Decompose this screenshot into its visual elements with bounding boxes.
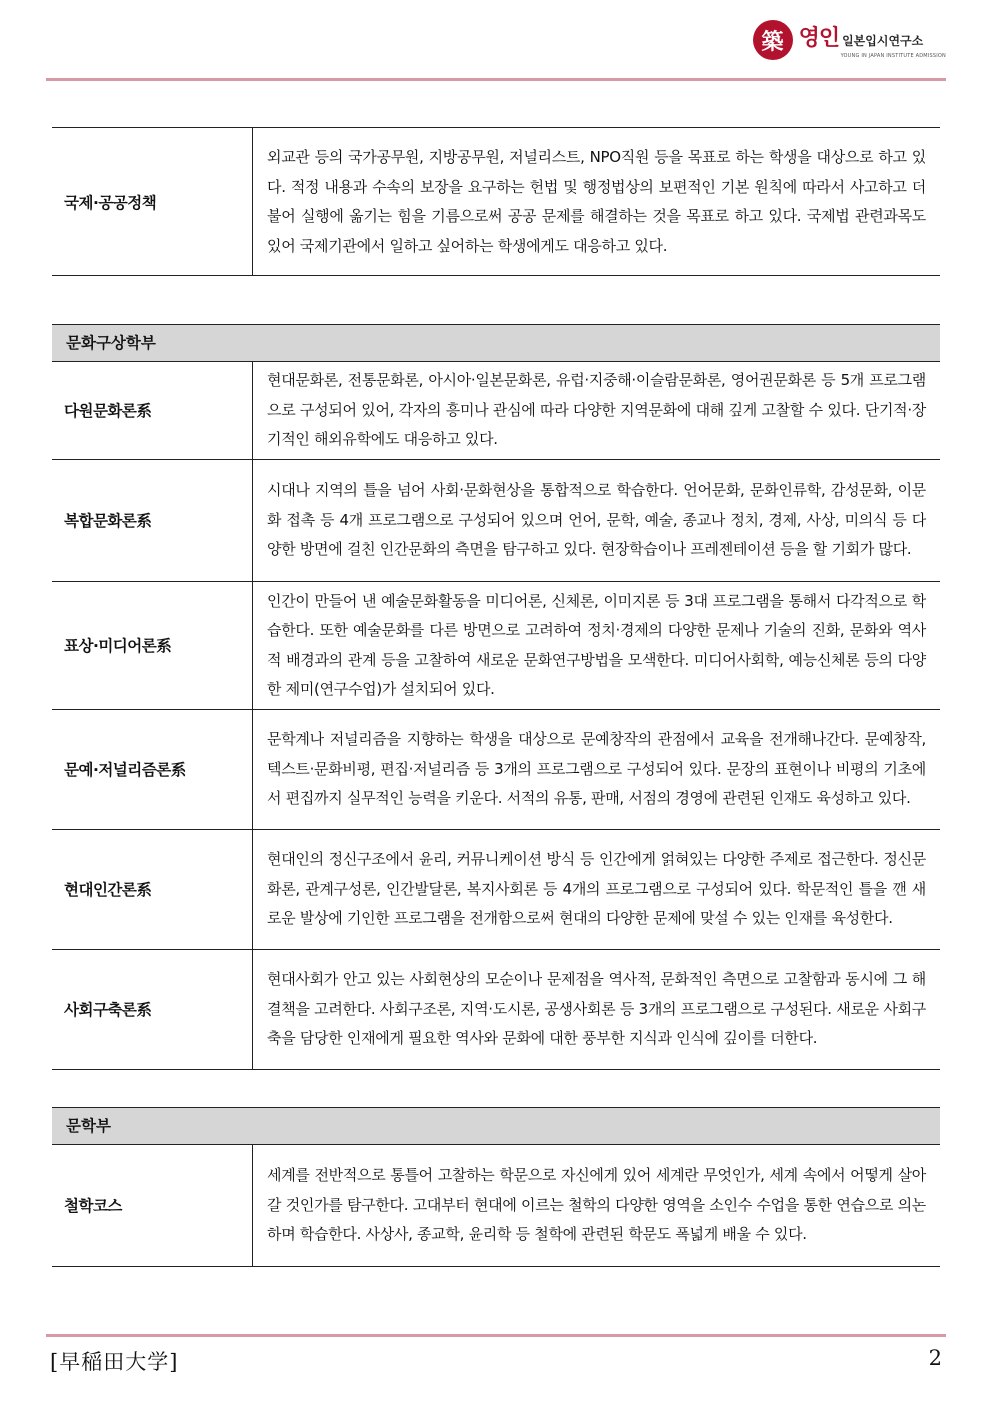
logo-text — [799, 21, 946, 59]
table-row — [52, 1144, 940, 1266]
table-row — [52, 581, 940, 709]
footer-divider — [46, 1334, 946, 1337]
row-description: 문학계나 저널리즘을 지향하는 학생을 대상으로 문예창작의 관점에서 교육을 전개해나간다. 문예창작, 텍스트·문화비평, 편집·저널리즘 등 3개의 프로그램으로 구성되어 있다. 문장의 표현이나 비평의 기초에서 편집까지 실무적인 능력을 키운다. 서적의 유통, 판매, 서점의 경영에 관련된 인재도 육성하고 있다. — [253, 709, 941, 829]
row-description: 시대나 지역의 틀을 넘어 사회·문화현상을 통합적으로 학습한다. 언어문화, 문화인류학, 감성문화, 이문화 접촉 등 4개 프로그램으로 구성되어 있으며 언어, 문학, 예술, 종교나 정치, 경제, 사상, 미의식 등 다양한 방면에 걸친 인간문화의 측면을 탐구하고 있다. 현장학습이나 프레젠테이션 등을 할 기회가 많다. — [253, 459, 941, 581]
row-label: 사회구축론系 — [52, 949, 253, 1069]
row-label: 국제·공공정책 — [52, 128, 253, 276]
row-description: 현대인의 정신구조에서 윤리, 커뮤니케이션 방식 등 인간에게 얽혀있는 다양한 주제로 접근한다. 정신문화론, 관계구성론, 인간발달론, 복지사회론 등 4개의 프로그램으로 구성되어 있다. 학문적인 틀을 깬 새로운 발상에 기인한 프로그램을 전개함으로써 현대의 다양한 문제에 맞설 수 있는 인재를 육성한다. — [253, 829, 941, 949]
row-description: 현대사회가 안고 있는 사회현상의 모순이나 문제점을 역사적, 문화적인 측면으로 고찰함과 동시에 그 해결책을 고려한다. 사회구조론, 지역·도시론, 공생사회론 등 3개의 프로그램으로 구성된다. 새로운 사회구축을 담당한 인재에게 필요한 역사와 문화에 대한 풍부한 지식과 인식에 깊이를 더한다. — [253, 949, 941, 1069]
table-culture — [52, 361, 940, 1070]
logo-subtitle: 일본입시연구소 — [842, 34, 924, 48]
brand-logo — [753, 20, 946, 60]
footer-university: [早稲田大学] — [50, 1350, 179, 1374]
table-row — [52, 829, 940, 949]
row-label: 다원문화론系 — [52, 361, 253, 459]
logo-brand: 영인 — [798, 26, 840, 51]
page-number: 2 — [928, 1346, 942, 1370]
section-title-culture: 문화구상학부 — [52, 324, 940, 362]
row-label: 표상·미디어론系 — [52, 581, 253, 709]
table-row — [52, 709, 940, 829]
logo-seal-icon: 築 — [753, 20, 793, 60]
row-description: 인간이 만들어 낸 예술문화활동을 미디어론, 신체론, 이미지론 등 3대 프로그램을 통해서 다각적으로 학습한다. 또한 예술문화를 다른 방면으로 고려하여 정치·경제의 다양한 문제나 기술의 진화, 문화와 역사적 배경과의 관계 등을 고찰하여 새로운 문화연구방법을 모색한다. 미디어사회학, 예능신체론 등의 다양한 제미(연구수업)가 설치되어 있다. — [253, 581, 941, 709]
row-description: 현대문화론, 전통문화론, 아시아·일본문화론, 유럽·지중해·이슬람문화론, 영어권문화론 등 5개 프로그램으로 구성되어 있어, 각자의 흥미나 관심에 따라 다양한 지역문화에 대해 깊게 고찰할 수 있다. 단기적·장기적인 해외유학에도 대응하고 있다. — [253, 361, 941, 459]
row-label: 철학코스 — [52, 1144, 253, 1266]
row-label: 문예·저널리즘론系 — [52, 709, 253, 829]
row-description: 세계를 전반적으로 통틀어 고찰하는 학문으로 자신에게 있어 세계란 무엇인가, 세계 속에서 어떻게 살아갈 것인가를 탐구한다. 고대부터 현대에 이르는 철학의 다양한 영역을 소인수 수업을 통한 연습으로 의논하며 학습한다. 사상사, 종교학, 윤리학 등 철학에 관련된 학문도 폭넓게 배울 수 있다. — [253, 1144, 941, 1266]
row-label: 복합문화론系 — [52, 459, 253, 581]
logo-english: YOUNG IN JAPAN INSTITUTE ADMISSION — [840, 53, 946, 59]
row-description: 외교관 등의 국가공무원, 지방공무원, 저널리스트, NPO직원 등을 목표로 하는 학생을 대상으로 하고 있다. 적정 내용과 수속의 보장을 요구하는 헌법 및 행정법상의 보편적인 기본 원칙에 따라서 사고하고 더불어 실행에 옮기는 힘을 기름으로써 공공 문제를 해결하는 것을 목표로 하고 있다. 국제법 관련과목도 있어 국제기관에서 일하고 싶어하는 학생에게도 대응하고 있다. — [253, 128, 941, 276]
table-literature — [52, 1144, 940, 1267]
section-title-literature: 문학부 — [52, 1107, 940, 1145]
table-public-policy — [52, 127, 940, 276]
table-row — [52, 459, 940, 581]
table-row — [52, 128, 940, 276]
header-divider — [46, 78, 946, 81]
row-label: 현대인간론系 — [52, 829, 253, 949]
table-row — [52, 949, 940, 1069]
table-row — [52, 361, 940, 459]
